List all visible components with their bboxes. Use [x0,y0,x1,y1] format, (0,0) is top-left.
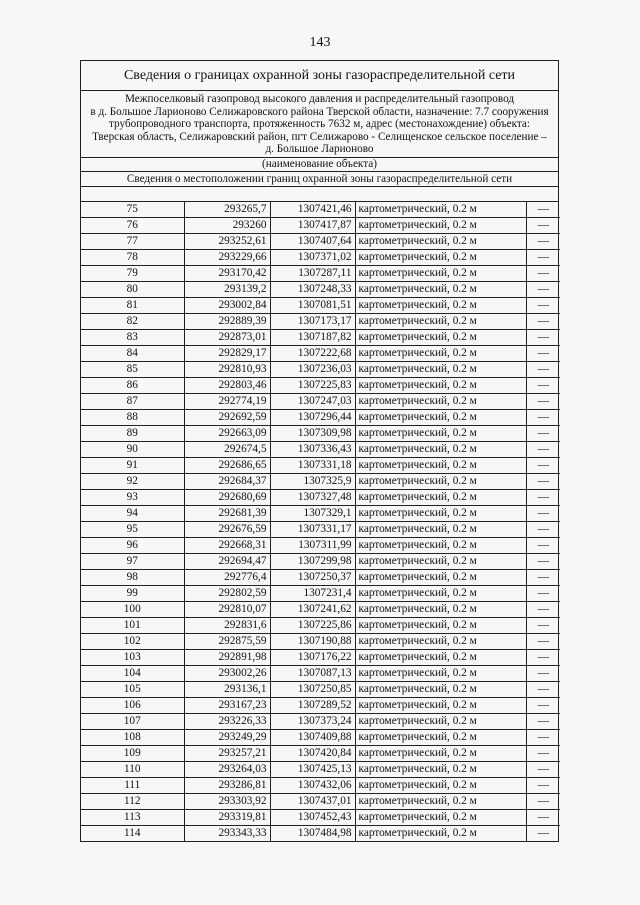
y-coordinate-cell: 1307176,22 [270,649,355,665]
y-coordinate-cell: 1307299,98 [270,553,355,569]
point-description-cell: — [526,409,560,425]
point-description-cell: — [526,441,560,457]
point-description-cell: — [526,329,560,345]
x-coordinate-cell: 292810,93 [184,361,270,377]
y-coordinate-cell: 1307225,86 [270,617,355,633]
point-number-cell: 78 [81,249,184,265]
y-coordinate-cell: 1307371,02 [270,249,355,265]
point-number-cell: 95 [81,521,184,537]
method-accuracy-cell: картометрический, 0.2 м [355,425,526,441]
x-coordinate-cell: 293252,61 [184,233,270,249]
point-description-cell: — [526,217,560,233]
method-accuracy-cell: картометрический, 0.2 м [355,473,526,489]
table-row [81,633,560,649]
point-description-cell: — [526,585,560,601]
method-accuracy-cell: картометрический, 0.2 м [355,361,526,377]
method-accuracy-cell: картометрический, 0.2 м [355,377,526,393]
y-coordinate-cell: 1307173,17 [270,313,355,329]
x-coordinate-cell: 292692,59 [184,409,270,425]
point-number-cell: 81 [81,297,184,313]
method-accuracy-cell: картометрический, 0.2 м [355,777,526,793]
point-description-cell: — [526,633,560,649]
method-accuracy-cell: картометрический, 0.2 м [355,633,526,649]
point-number-cell: 75 [81,202,184,218]
method-accuracy-cell: картометрический, 0.2 м [355,585,526,601]
y-coordinate-cell: 1307231,4 [270,585,355,601]
point-description-cell: — [526,377,560,393]
method-accuracy-cell: картометрический, 0.2 м [355,681,526,697]
x-coordinate-cell: 292681,39 [184,505,270,521]
point-number-cell: 109 [81,745,184,761]
page-number: 143 [309,35,331,50]
table-row [81,745,560,761]
x-coordinate-cell: 292694,47 [184,553,270,569]
x-coordinate-cell: 293260 [184,217,270,233]
point-number-cell: 102 [81,633,184,649]
y-coordinate-cell: 1307187,82 [270,329,355,345]
method-accuracy-cell: картометрический, 0.2 м [355,409,526,425]
y-coordinate-cell: 1307250,37 [270,569,355,585]
method-accuracy-cell: картометрический, 0.2 м [355,553,526,569]
object-description-line: Межпоселковый газопровод высокого давления и распределительный газопровод [124,93,515,105]
point-description-cell: — [526,617,560,633]
method-accuracy-cell: картометрический, 0.2 м [355,265,526,281]
y-coordinate-cell: 1307336,43 [270,441,355,457]
method-accuracy-cell: картометрический, 0.2 м [355,601,526,617]
x-coordinate-cell: 293002,84 [184,297,270,313]
point-description-cell: — [526,457,560,473]
point-number-cell: 111 [81,777,184,793]
y-coordinate-cell: 1307309,98 [270,425,355,441]
x-coordinate-cell: 292889,39 [184,313,270,329]
point-number-cell: 79 [81,265,184,281]
y-coordinate-cell: 1307329,1 [270,505,355,521]
point-description-cell: — [526,729,560,745]
point-description-cell: — [526,777,560,793]
point-number-cell: 113 [81,809,184,825]
method-accuracy-cell: картометрический, 0.2 м [355,297,526,313]
point-number-cell: 90 [81,441,184,457]
x-coordinate-cell: 293303,92 [184,793,270,809]
table-row [81,697,560,713]
method-accuracy-cell: картометрический, 0.2 м [355,202,526,218]
object-description-line: в д. Большое Ларионово Селижаровского района Тверской области, назначение: 7.7 сооружения [90,105,549,118]
point-number-cell: 87 [81,393,184,409]
y-coordinate-cell: 1307331,17 [270,521,355,537]
x-coordinate-cell: 293286,81 [184,777,270,793]
x-coordinate-cell: 293226,33 [184,713,270,729]
method-accuracy-cell: картометрический, 0.2 м [355,665,526,681]
table-row [81,233,560,249]
y-coordinate-cell: 1307420,84 [270,745,355,761]
method-accuracy-cell: картометрический, 0.2 м [355,569,526,585]
table-row [81,345,560,361]
method-accuracy-cell: картометрический, 0.2 м [355,489,526,505]
coordinates-table-body [81,202,560,841]
method-accuracy-cell: картометрический, 0.2 м [355,313,526,329]
table-row [81,473,560,489]
point-description-cell: — [526,345,560,361]
method-accuracy-cell: картометрический, 0.2 м [355,345,526,361]
point-number-cell: 91 [81,457,184,473]
y-coordinate-cell: 1307248,33 [270,281,355,297]
table-row [81,825,560,841]
point-description-cell: — [526,601,560,617]
table-row [81,361,560,377]
point-number-cell: 93 [81,489,184,505]
y-coordinate-cell: 1307296,44 [270,409,355,425]
point-description-cell: — [526,745,560,761]
y-coordinate-cell: 1307225,83 [270,377,355,393]
x-coordinate-cell: 293139,2 [184,281,270,297]
point-number-cell: 80 [81,281,184,297]
point-description-cell: — [526,569,560,585]
point-description-cell: — [526,521,560,537]
x-coordinate-cell: 292810,07 [184,601,270,617]
point-description-cell: — [526,697,560,713]
method-accuracy-cell: картометрический, 0.2 м [355,281,526,297]
table-row [81,665,560,681]
table-row [81,505,560,521]
y-coordinate-cell: 1307087,13 [270,665,355,681]
table-row [81,265,560,281]
y-coordinate-cell: 1307417,87 [270,217,355,233]
point-description-cell: — [526,202,560,218]
table-row [81,777,560,793]
point-description-cell: — [526,473,560,489]
y-coordinate-cell: 1307250,85 [270,681,355,697]
table-row [81,441,560,457]
method-accuracy-cell: картометрический, 0.2 м [355,505,526,521]
table-row [81,409,560,425]
object-name-caption: (наименование объекта) [81,158,558,172]
point-description-cell: — [526,361,560,377]
table-row [81,681,560,697]
method-accuracy-cell: картометрический, 0.2 м [355,697,526,713]
point-number-cell: 104 [81,665,184,681]
point-number-cell: 92 [81,473,184,489]
object-description-line: Тверская область, Селижаровский район, пгт Селижарово - Селищенское сельское поселение – [92,130,547,143]
x-coordinate-cell: 293257,21 [184,745,270,761]
method-accuracy-cell: картометрический, 0.2 м [355,793,526,809]
table-row [81,761,560,777]
method-accuracy-cell: картометрический, 0.2 м [355,537,526,553]
point-description-cell: — [526,681,560,697]
point-number-cell: 112 [81,793,184,809]
x-coordinate-cell: 292668,31 [184,537,270,553]
table-row [81,617,560,633]
point-number-cell: 98 [81,569,184,585]
y-coordinate-cell: 1307325,9 [270,473,355,489]
point-description-cell: — [526,265,560,281]
point-number-cell: 94 [81,505,184,521]
method-accuracy-cell: картометрический, 0.2 м [355,745,526,761]
point-number-cell: 83 [81,329,184,345]
point-description-cell: — [526,313,560,329]
y-coordinate-cell: 1307327,48 [270,489,355,505]
point-number-cell: 86 [81,377,184,393]
x-coordinate-cell: 293167,23 [184,697,270,713]
y-coordinate-cell: 1307236,03 [270,361,355,377]
point-description-cell: — [526,297,560,313]
y-coordinate-cell: 1307289,52 [270,697,355,713]
point-description-cell: — [526,393,560,409]
table-row [81,457,560,473]
point-description-cell: — [526,713,560,729]
point-description-cell: — [526,793,560,809]
point-description-cell: — [526,537,560,553]
method-accuracy-cell: картометрический, 0.2 м [355,233,526,249]
point-description-cell: — [526,505,560,521]
point-number-cell: 106 [81,697,184,713]
y-coordinate-cell: 1307311,99 [270,537,355,553]
x-coordinate-cell: 293229,66 [184,249,270,265]
point-description-cell: — [526,553,560,569]
method-accuracy-cell: картометрический, 0.2 м [355,521,526,537]
point-description-cell: — [526,649,560,665]
y-coordinate-cell: 1307247,03 [270,393,355,409]
y-coordinate-cell: 1307484,98 [270,825,355,841]
y-coordinate-cell: 1307241,62 [270,601,355,617]
method-accuracy-cell: картометрический, 0.2 м [355,393,526,409]
object-description-line: трубопроводного транспорта, протяженность 7632 м, адрес (местонахождение) объекта: [109,118,530,131]
method-accuracy-cell: картометрический, 0.2 м [355,809,526,825]
point-description-cell: — [537,826,549,839]
table-row [81,809,560,825]
point-number-cell: 88 [81,409,184,425]
y-coordinate-cell: 1307287,11 [270,265,355,281]
point-number-cell: 85 [81,361,184,377]
point-description-cell: — [526,425,560,441]
table-row [81,537,560,553]
x-coordinate-cell: 292803,46 [184,377,270,393]
x-coordinate-cell: 292676,59 [184,521,270,537]
table-row [81,297,560,313]
y-coordinate-cell: 1307407,64 [270,233,355,249]
table-row [81,202,560,218]
point-number-cell: 114 [81,825,184,841]
point-number-cell: 96 [81,537,184,553]
header-spacer-row [81,187,558,202]
point-description-cell: — [526,761,560,777]
table-row [81,393,560,409]
x-coordinate-cell: 292680,69 [184,489,270,505]
point-description-cell: — [526,233,560,249]
x-coordinate-cell: 293265,7 [184,202,270,218]
y-coordinate-cell: 1307373,24 [270,713,355,729]
point-description-cell: — [526,249,560,265]
x-coordinate-cell: 293264,03 [184,761,270,777]
x-coordinate-cell: 292891,98 [184,649,270,665]
x-coordinate-cell: 293170,42 [184,265,270,281]
method-accuracy-cell: картометрический, 0.2 м [355,441,526,457]
x-coordinate-cell: 293343,33 [184,825,270,841]
object-description-line: д. Большое Ларионово [265,143,374,156]
x-coordinate-cell: 292875,59 [184,633,270,649]
table-row [81,569,560,585]
method-accuracy-cell: картометрический, 0.2 м [355,649,526,665]
object-description [81,91,558,158]
y-coordinate-cell: 1307222,68 [270,345,355,361]
table-row [81,649,560,665]
point-number-cell: 82 [81,313,184,329]
y-coordinate-cell: 1307432,06 [270,777,355,793]
point-number-cell: 100 [81,601,184,617]
point-number-cell: 77 [81,233,184,249]
y-coordinate-cell: 1307331,18 [270,457,355,473]
point-number-cell: 110 [81,761,184,777]
y-coordinate-cell: 1307190,88 [270,633,355,649]
table-row [81,729,560,745]
method-accuracy-cell: картометрический, 0.2 м [355,217,526,233]
table-row [81,553,560,569]
form-title: Сведения о границах охранной зоны газораспределительной сети [81,61,558,91]
point-number-cell: 101 [81,617,184,633]
method-accuracy-cell: картометрический, 0.2 м [355,825,526,841]
x-coordinate-cell: 292802,59 [184,585,270,601]
point-description-cell: — [526,489,560,505]
point-number-cell: 84 [81,345,184,361]
point-number-cell: 99 [81,585,184,601]
method-accuracy-cell: картометрический, 0.2 м [355,761,526,777]
y-coordinate-cell: 1307421,46 [270,202,355,218]
x-coordinate-cell: 292873,01 [184,329,270,345]
point-number-cell: 105 [81,681,184,697]
x-coordinate-cell: 292684,37 [184,473,270,489]
method-accuracy-cell: картометрический, 0.2 м [355,617,526,633]
x-coordinate-cell: 292776,4 [184,569,270,585]
method-accuracy-cell: картометрический, 0.2 м [355,329,526,345]
x-coordinate-cell: 293002,26 [184,665,270,681]
x-coordinate-cell: 293136,1 [184,681,270,697]
point-number-cell: 97 [81,553,184,569]
point-description-cell: — [526,809,560,825]
x-coordinate-cell: 292663,09 [184,425,270,441]
point-number-cell: 89 [81,425,184,441]
x-coordinate-cell: 292686,65 [184,457,270,473]
x-coordinate-cell: 292831,6 [184,617,270,633]
coordinates-table [81,202,560,841]
method-accuracy-cell: картометрический, 0.2 м [355,249,526,265]
x-coordinate-cell: 292674,5 [184,441,270,457]
method-accuracy-cell: картометрический, 0.2 м [355,713,526,729]
point-number-cell: 76 [81,217,184,233]
point-number-cell: 108 [81,729,184,745]
table-row [81,521,560,537]
table-row [81,489,560,505]
table-row [81,313,560,329]
y-coordinate-cell: 1307409,88 [270,729,355,745]
method-accuracy-cell: картометрический, 0.2 м [355,457,526,473]
point-number-cell: 107 [81,713,184,729]
table-row [81,601,560,617]
x-coordinate-cell: 292774,19 [184,393,270,409]
y-coordinate-cell: 1307437,01 [270,793,355,809]
protection-zone-form [80,60,559,842]
table-row [81,329,560,345]
point-number-cell: 103 [81,649,184,665]
table-row [81,425,560,441]
table-row [81,377,560,393]
table-row [81,585,560,601]
table-row [81,281,560,297]
x-coordinate-cell: 292829,17 [184,345,270,361]
x-coordinate-cell: 293319,81 [184,809,270,825]
table-row [81,793,560,809]
y-coordinate-cell: 1307081,51 [270,297,355,313]
table-row [81,713,560,729]
table-row [81,249,560,265]
y-coordinate-cell: 1307425,13 [270,761,355,777]
table-row [81,217,560,233]
method-accuracy-cell: картометрический, 0.2 м [355,729,526,745]
point-description-cell: — [526,281,560,297]
point-description-cell: — [526,665,560,681]
y-coordinate-cell: 1307452,43 [270,809,355,825]
location-caption: Сведения о местоположении границ охранной зоны газораспределительной сети [81,172,558,187]
x-coordinate-cell: 293249,29 [184,729,270,745]
